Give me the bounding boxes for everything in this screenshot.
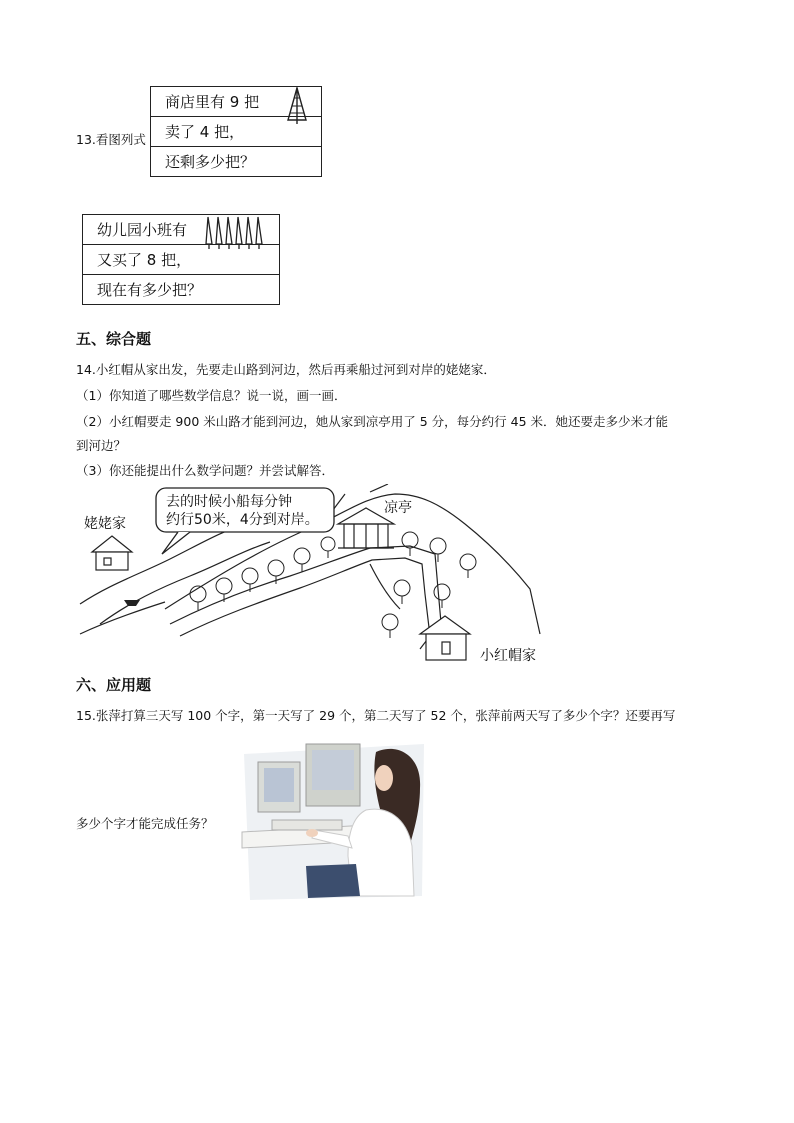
q14-sub1: （1）你知道了哪些数学信息？说一说，画一画． bbox=[76, 388, 347, 403]
box-row bbox=[151, 146, 321, 176]
box-row-text: 幼儿园小班有 bbox=[97, 221, 188, 239]
q14-intro: 14.小红帽从家出发，先要走山路到河边，然后再乘船过河到对岸的姥姥家． bbox=[76, 362, 496, 377]
q15-text: 15.张萍打算三天写 100 个字，第一天写了 29 个，第二天写了 52 个，张萍前两天写了多少个字？还要再写 bbox=[76, 708, 676, 723]
box-row-text: 卖了 4 把， bbox=[165, 123, 245, 141]
home-label: 小红帽家 bbox=[480, 648, 536, 664]
box-row-text: 现在有多少把？ bbox=[97, 281, 203, 299]
woman-at-computer-photo bbox=[236, 736, 430, 904]
q14-sub3: （3）你还能提出什么数学问题？并尝试解答． bbox=[76, 463, 334, 478]
pavilion-label: 凉亭 bbox=[384, 500, 412, 516]
section-title: 六、应用题 bbox=[76, 676, 152, 694]
q14-sub2: （2）小红帽要走 900 米山路才能到河边，她从家到凉亭用了 5 分，每分约行 45 米．她还要走多少米才能 bbox=[76, 414, 669, 429]
mountain-path-map bbox=[70, 484, 550, 668]
umbrellas-icon bbox=[204, 214, 270, 250]
umbrella-icon bbox=[284, 86, 310, 126]
bubble-text: 去的时候小船每分钟 bbox=[166, 494, 292, 510]
box-row-text: 商店里有 9 把 bbox=[165, 93, 260, 111]
box-row-text: 又买了 8 把， bbox=[97, 251, 192, 269]
section-title: 五、综合题 bbox=[76, 330, 152, 348]
box-row-text: 还剩多少把？ bbox=[165, 153, 256, 171]
q15-text-cont: 多少个字才能完成任务？ bbox=[76, 816, 214, 831]
q13-label: 13.看图列式 bbox=[76, 132, 146, 147]
q14-sub2-cont: 到河边？ bbox=[76, 438, 127, 453]
grandma-house-label: 姥姥家 bbox=[84, 516, 126, 532]
box-row bbox=[83, 274, 279, 304]
bubble-text: 约行50米，4分到对岸。 bbox=[166, 512, 319, 528]
